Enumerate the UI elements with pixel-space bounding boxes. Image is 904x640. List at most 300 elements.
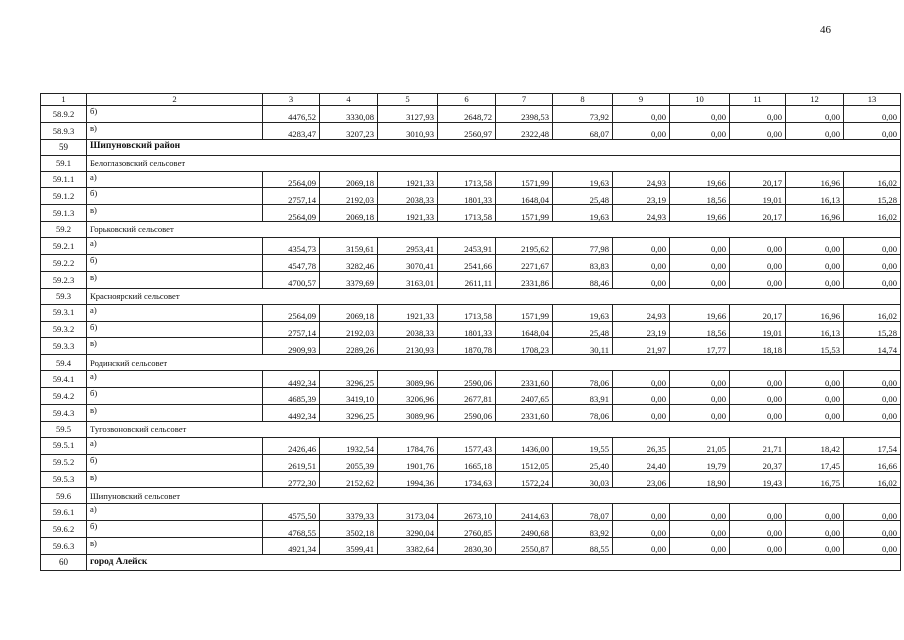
value-cell: 0,00 [613,521,670,538]
value-cell: 1571,99 [496,304,553,321]
value-cell: 19,01 [730,321,786,338]
value-cell: 1921,33 [378,304,438,321]
value-cell: 24,40 [613,454,670,471]
value-cell: 0,00 [730,122,786,139]
district-title: город Алейск [87,555,901,571]
value-cell: 23,19 [613,188,670,205]
value-cell: 0,00 [670,106,730,123]
value-cell: 2069,18 [320,304,378,321]
value-cell: 17,54 [844,437,901,454]
value-cell: 19,43 [730,471,786,488]
value-cell: 0,00 [730,405,786,422]
value-cell: 4283,47 [263,122,320,139]
value-cell: 78,06 [553,371,613,388]
value-cell: 16,96 [786,171,844,188]
value-cell: 1994,36 [378,471,438,488]
value-cell: 2453,91 [438,238,496,255]
value-cell: 16,75 [786,471,844,488]
value-cell: 17,45 [786,454,844,471]
row-label: а) [87,238,263,255]
value-cell: 16,13 [786,321,844,338]
value-cell: 3089,96 [378,371,438,388]
row-label: в) [87,271,263,288]
value-cell: 19,66 [670,205,730,222]
value-cell: 0,00 [613,405,670,422]
value-cell: 2038,33 [378,188,438,205]
council-title: Шипуновский сельсовет [87,488,901,504]
value-cell: 0,00 [844,405,901,422]
value-cell: 1577,43 [438,437,496,454]
value-cell: 0,00 [844,504,901,521]
row-label: б) [87,388,263,405]
value-cell: 0,00 [844,122,901,139]
column-number-cell: 7 [496,94,553,106]
row-code: 59.1.3 [41,205,87,222]
table-row [41,338,901,355]
value-cell: 2760,85 [438,521,496,538]
value-cell: 1734,63 [438,471,496,488]
table-row [41,388,901,405]
value-cell: 0,00 [670,388,730,405]
row-label: а) [87,437,263,454]
value-cell: 4354,73 [263,238,320,255]
value-cell: 73,92 [553,106,613,123]
value-cell: 0,00 [786,388,844,405]
value-cell: 1571,99 [496,205,553,222]
value-cell: 15,28 [844,188,901,205]
value-cell: 2830,30 [438,538,496,555]
value-cell: 83,83 [553,255,613,272]
row-code: 59.6.3 [41,538,87,555]
value-cell: 0,00 [786,106,844,123]
table-row [41,405,901,422]
value-cell: 3296,25 [320,405,378,422]
row-label: б) [87,321,263,338]
value-cell: 25,48 [553,188,613,205]
value-cell: 20,17 [730,205,786,222]
value-cell: 2611,11 [438,271,496,288]
council-heading-row [41,222,901,238]
value-cell: 19,66 [670,171,730,188]
value-cell: 24,93 [613,304,670,321]
tariff-table [40,93,901,571]
value-cell: 88,46 [553,271,613,288]
value-cell: 0,00 [670,405,730,422]
value-cell: 0,00 [730,255,786,272]
value-cell: 0,00 [844,538,901,555]
table-row [41,188,901,205]
column-number-cell: 6 [438,94,496,106]
value-cell: 1870,78 [438,338,496,355]
value-cell: 3206,96 [378,388,438,405]
table-row [41,521,901,538]
value-cell: 0,00 [730,106,786,123]
value-cell: 0,00 [844,106,901,123]
value-cell: 1784,76 [378,437,438,454]
value-cell: 0,00 [786,371,844,388]
value-cell: 3382,64 [378,538,438,555]
value-cell: 3296,25 [320,371,378,388]
value-cell: 2192,03 [320,188,378,205]
council-heading-row [41,488,901,504]
table-row [41,205,901,222]
row-code: 59.5 [41,421,87,437]
district-heading-row [41,555,901,571]
value-cell: 2677,81 [438,388,496,405]
value-cell: 2322,48 [496,122,553,139]
value-cell: 21,05 [670,437,730,454]
table-row [41,371,901,388]
value-cell: 23,06 [613,471,670,488]
value-cell: 0,00 [730,521,786,538]
value-cell: 2590,06 [438,405,496,422]
value-cell: 3127,93 [378,106,438,123]
table-row [41,255,901,272]
column-number-cell: 1 [41,94,87,106]
row-code: 59.4.2 [41,388,87,405]
value-cell: 3163,01 [378,271,438,288]
value-cell: 2195,62 [496,238,553,255]
row-code: 59 [41,139,87,155]
value-cell: 25,40 [553,454,613,471]
row-label: а) [87,371,263,388]
value-cell: 19,63 [553,205,613,222]
value-cell: 2289,26 [320,338,378,355]
row-code: 59.3.3 [41,338,87,355]
value-cell: 2560,97 [438,122,496,139]
value-cell: 2130,93 [378,338,438,355]
table-row [41,504,901,521]
value-cell: 0,00 [730,271,786,288]
value-cell: 18,56 [670,188,730,205]
value-cell: 19,66 [670,304,730,321]
council-title: Горьковский сельсовет [87,222,901,238]
value-cell: 78,06 [553,405,613,422]
value-cell: 2953,41 [378,238,438,255]
value-cell: 1713,58 [438,304,496,321]
row-label: б) [87,454,263,471]
value-cell: 30,03 [553,471,613,488]
value-cell: 2909,93 [263,338,320,355]
value-cell: 2192,03 [320,321,378,338]
value-cell: 2550,87 [496,538,553,555]
value-cell: 0,00 [844,371,901,388]
value-cell: 18,42 [786,437,844,454]
value-cell: 0,00 [613,106,670,123]
column-number-cell: 13 [844,94,901,106]
value-cell: 18,18 [730,338,786,355]
row-code: 59.3 [41,288,87,304]
value-cell: 68,07 [553,122,613,139]
value-cell: 0,00 [670,238,730,255]
value-cell: 16,02 [844,304,901,321]
row-code: 59.3.1 [41,304,87,321]
row-code: 59.4.1 [41,371,87,388]
value-cell: 1713,58 [438,205,496,222]
value-cell: 2271,67 [496,255,553,272]
row-label: в) [87,538,263,555]
value-cell: 20,17 [730,304,786,321]
value-cell: 0,00 [670,504,730,521]
row-code: 59.1.1 [41,171,87,188]
value-cell: 0,00 [844,388,901,405]
value-cell: 1436,00 [496,437,553,454]
value-cell: 2426,46 [263,437,320,454]
value-cell: 16,96 [786,205,844,222]
value-cell: 0,00 [844,521,901,538]
value-cell: 3379,69 [320,271,378,288]
value-cell: 0,00 [844,271,901,288]
row-code: 59.2 [41,222,87,238]
column-number-cell: 9 [613,94,670,106]
row-code: 59.1.2 [41,188,87,205]
value-cell: 0,00 [670,255,730,272]
value-cell: 83,92 [553,521,613,538]
value-cell: 3282,46 [320,255,378,272]
value-cell: 2331,60 [496,371,553,388]
value-cell: 1512,05 [496,454,553,471]
value-cell: 17,77 [670,338,730,355]
value-cell: 16,13 [786,188,844,205]
value-cell: 26,35 [613,437,670,454]
value-cell: 30,11 [553,338,613,355]
value-cell: 0,00 [844,255,901,272]
value-cell: 4575,50 [263,504,320,521]
council-heading-row [41,355,901,371]
row-code: 58.9.2 [41,106,87,123]
value-cell: 88,55 [553,538,613,555]
value-cell: 4768,55 [263,521,320,538]
district-title: Шипуновский район [87,139,901,155]
column-number-cell: 4 [320,94,378,106]
table-row [41,106,901,123]
value-cell: 2152,62 [320,471,378,488]
value-cell: 3173,04 [378,504,438,521]
row-code: 59.4 [41,355,87,371]
value-cell: 1648,04 [496,321,553,338]
row-code: 59.5.1 [41,437,87,454]
row-code: 59.2.1 [41,238,87,255]
value-cell: 19,63 [553,171,613,188]
row-code: 59.2.2 [41,255,87,272]
column-number-cell: 3 [263,94,320,106]
value-cell: 2069,18 [320,171,378,188]
value-cell: 2541,66 [438,255,496,272]
value-cell: 0,00 [730,388,786,405]
row-code: 60 [41,555,87,571]
row-code: 58.9.3 [41,122,87,139]
council-heading-row [41,155,901,171]
value-cell: 1713,58 [438,171,496,188]
row-code: 59.3.2 [41,321,87,338]
row-label: б) [87,255,263,272]
row-label: б) [87,521,263,538]
value-cell: 18,90 [670,471,730,488]
value-cell: 4547,78 [263,255,320,272]
value-cell: 3379,33 [320,504,378,521]
value-cell: 0,00 [786,521,844,538]
value-cell: 0,00 [670,371,730,388]
column-number-cell: 8 [553,94,613,106]
column-number-cell: 12 [786,94,844,106]
row-label: б) [87,188,263,205]
value-cell: 1921,33 [378,171,438,188]
value-cell: 21,71 [730,437,786,454]
value-cell: 0,00 [613,122,670,139]
value-cell: 21,97 [613,338,670,355]
row-code: 59.6.1 [41,504,87,521]
value-cell: 3070,41 [378,255,438,272]
value-cell: 1801,33 [438,321,496,338]
value-cell: 83,91 [553,388,613,405]
value-cell: 16,02 [844,171,901,188]
value-cell: 2772,30 [263,471,320,488]
row-label: в) [87,122,263,139]
value-cell: 0,00 [730,371,786,388]
value-cell: 16,02 [844,205,901,222]
value-cell: 0,00 [613,371,670,388]
value-cell: 0,00 [730,504,786,521]
value-cell: 1932,54 [320,437,378,454]
value-cell: 0,00 [670,538,730,555]
value-cell: 16,66 [844,454,901,471]
value-cell: 1665,18 [438,454,496,471]
value-cell: 24,93 [613,171,670,188]
table-row [41,471,901,488]
table-row [41,271,901,288]
value-cell: 16,96 [786,304,844,321]
row-label: а) [87,504,263,521]
column-number-cell: 10 [670,94,730,106]
table-row [41,437,901,454]
value-cell: 20,37 [730,454,786,471]
value-cell: 0,00 [786,271,844,288]
value-cell: 18,56 [670,321,730,338]
row-label: в) [87,471,263,488]
district-heading-row [41,139,901,155]
value-cell: 15,28 [844,321,901,338]
row-code: 59.4.3 [41,405,87,422]
value-cell: 1901,76 [378,454,438,471]
value-cell: 0,00 [786,255,844,272]
column-number-row [41,94,901,106]
column-number-cell: 11 [730,94,786,106]
value-cell: 0,00 [730,538,786,555]
value-cell: 0,00 [786,504,844,521]
value-cell: 20,17 [730,171,786,188]
value-cell: 24,93 [613,205,670,222]
row-code: 59.5.3 [41,471,87,488]
value-cell: 2757,14 [263,188,320,205]
value-cell: 2564,09 [263,171,320,188]
value-cell: 2055,39 [320,454,378,471]
value-cell: 0,00 [786,405,844,422]
value-cell: 23,19 [613,321,670,338]
value-cell: 3089,96 [378,405,438,422]
value-cell: 25,48 [553,321,613,338]
value-cell: 19,55 [553,437,613,454]
value-cell: 4685,39 [263,388,320,405]
value-cell: 4921,34 [263,538,320,555]
row-label: в) [87,205,263,222]
value-cell: 2564,09 [263,304,320,321]
value-cell: 0,00 [670,122,730,139]
value-cell: 0,00 [786,122,844,139]
value-cell: 0,00 [844,238,901,255]
value-cell: 1571,99 [496,171,553,188]
value-cell: 0,00 [730,238,786,255]
value-cell: 1708,23 [496,338,553,355]
council-title: Красноярский сельсовет [87,288,901,304]
value-cell: 2590,06 [438,371,496,388]
council-title: Белоглазовский сельсовет [87,155,901,171]
value-cell: 77,98 [553,238,613,255]
column-number-cell: 5 [378,94,438,106]
row-label: в) [87,405,263,422]
row-code: 59.1 [41,155,87,171]
value-cell: 4476,52 [263,106,320,123]
value-cell: 78,07 [553,504,613,521]
value-cell: 2757,14 [263,321,320,338]
value-cell: 2673,10 [438,504,496,521]
value-cell: 2331,60 [496,405,553,422]
value-cell: 2069,18 [320,205,378,222]
value-cell: 2331,86 [496,271,553,288]
value-cell: 14,74 [844,338,901,355]
value-cell: 16,02 [844,471,901,488]
table-row [41,304,901,321]
value-cell: 2407,65 [496,388,553,405]
value-cell: 19,79 [670,454,730,471]
value-cell: 3502,18 [320,521,378,538]
value-cell: 19,63 [553,304,613,321]
value-cell: 3599,41 [320,538,378,555]
value-cell: 0,00 [613,504,670,521]
table-row [41,321,901,338]
table-row [41,454,901,471]
page-number: 46 [820,24,831,36]
value-cell: 0,00 [613,255,670,272]
table-row [41,238,901,255]
value-cell: 3010,93 [378,122,438,139]
table-row [41,122,901,139]
table-row [41,171,901,188]
value-cell: 1921,33 [378,205,438,222]
value-cell: 19,01 [730,188,786,205]
value-cell: 2619,51 [263,454,320,471]
value-cell: 4700,57 [263,271,320,288]
council-title: Тугозвоновский сельсовет [87,421,901,437]
value-cell: 0,00 [613,271,670,288]
row-label: б) [87,106,263,123]
row-code: 59.6 [41,488,87,504]
value-cell: 2648,72 [438,106,496,123]
value-cell: 3159,61 [320,238,378,255]
value-cell: 1572,24 [496,471,553,488]
row-code: 59.5.2 [41,454,87,471]
value-cell: 0,00 [786,238,844,255]
row-code: 59.6.2 [41,521,87,538]
value-cell: 3330,08 [320,106,378,123]
value-cell: 2490,68 [496,521,553,538]
value-cell: 4492,34 [263,371,320,388]
value-cell: 2414,63 [496,504,553,521]
column-number-cell: 2 [87,94,263,106]
value-cell: 3290,04 [378,521,438,538]
value-cell: 0,00 [670,521,730,538]
value-cell: 0,00 [613,538,670,555]
value-cell: 0,00 [613,238,670,255]
